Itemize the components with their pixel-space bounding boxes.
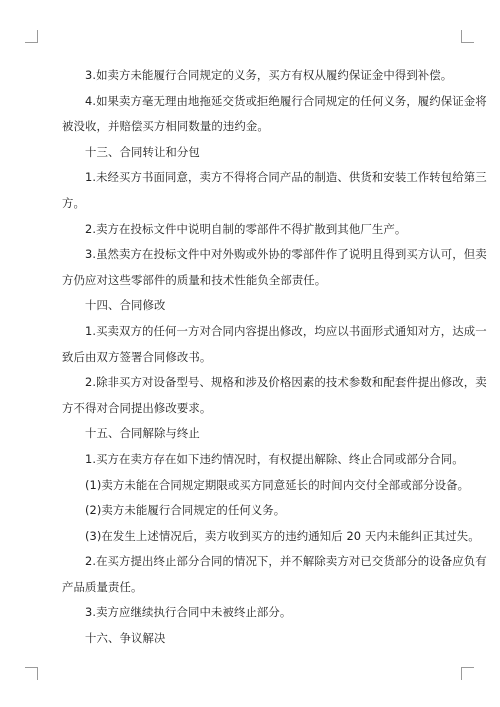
section-heading-15 bbox=[62, 421, 442, 447]
clause-13-item-4 bbox=[62, 89, 487, 140]
clause-14-1 bbox=[62, 319, 487, 370]
clause-13-3 bbox=[62, 242, 487, 293]
clause-13-item-3 bbox=[62, 63, 453, 89]
clause-13-1 bbox=[62, 165, 487, 216]
crop-mark-top-right bbox=[461, 30, 474, 43]
text-line: 2.在买方提出终止部分合同的情况下，并不解除卖方对已交货部分的设备应负有 bbox=[85, 554, 487, 569]
text-line: 3.虽然卖方在投标文件中对外购或外协的零部件作了说明且得到买方认可，但卖 bbox=[85, 247, 487, 262]
heading-text: 十三、合同转让和分包 bbox=[85, 144, 200, 159]
crop-mark-bottom-left bbox=[25, 667, 38, 680]
text-line: 4.如果卖方毫无理由地拖延交货或拒绝履行合同规定的任何义务，履约保证金将 bbox=[85, 93, 487, 108]
text-line: (2)卖方未能履行合同规定的任何义务。 bbox=[85, 503, 286, 518]
text-line: 致后由双方签署合同修改书。 bbox=[62, 349, 212, 364]
text-line: 3.如卖方未能履行合同规定的义务，买方有权从履约保证金中得到补偿。 bbox=[85, 68, 453, 82]
text-line: (3)在发生上述情况后，卖方收到买方的违约通知后 20 天内未能纠正其过失。 bbox=[85, 528, 480, 543]
heading-text: 十四、合同修改 bbox=[85, 298, 166, 313]
clause-15-1-sub-3 bbox=[62, 524, 480, 550]
section-heading-14 bbox=[62, 293, 442, 319]
text-line: 1.买卖双方的任何一方对合同内容提出修改，均应以书面形式通知对方，达成一 bbox=[85, 323, 487, 338]
text-line: 1.买方在卖方存在如下违约情况时，有权提出解除、终止合同或部分合同。 bbox=[85, 451, 464, 466]
text-line: 3.卖方应继续执行合同中未被终止部分。 bbox=[85, 605, 292, 620]
text-line: 方仍应对这些零部件的质量和技术性能负全部责任。 bbox=[62, 272, 327, 287]
crop-mark-bottom-right bbox=[461, 667, 474, 680]
text-line: 1.未经买方书面同意，卖方不得将合同产品的制造、供货和安装工作转包给第三 bbox=[85, 170, 487, 185]
section-heading-16 bbox=[62, 626, 442, 652]
text-line: 产品质量责任。 bbox=[62, 579, 143, 594]
heading-text: 十六、争议解决 bbox=[85, 631, 166, 646]
text-line: (1)卖方未能在合同规定期限或买方同意延长的时间内交付全部或部分设备。 bbox=[85, 477, 470, 492]
clause-15-1-sub-1 bbox=[62, 473, 470, 499]
text-line: 2.卖方在投标文件中说明自制的零部件不得扩散到其他厂生产。 bbox=[85, 221, 407, 236]
document-body bbox=[62, 63, 487, 652]
text-line: 方。 bbox=[62, 195, 85, 210]
text-line: 被没收，并赔偿买方相同数量的违约金。 bbox=[62, 119, 269, 134]
clause-14-2 bbox=[62, 370, 487, 421]
text-line: 方不得对合同提出修改要求。 bbox=[62, 400, 212, 415]
heading-text: 十五、合同解除与终止 bbox=[85, 426, 200, 441]
clause-15-2 bbox=[62, 549, 487, 600]
section-heading-13 bbox=[62, 140, 442, 166]
clause-15-1 bbox=[62, 447, 464, 473]
clause-15-1-sub-2 bbox=[62, 498, 442, 524]
text-line: 2.除非买方对设备型号、规格和涉及价格因素的技术参数和配套件提出修改，卖 bbox=[85, 375, 487, 390]
clause-13-2 bbox=[62, 217, 442, 243]
clause-15-3 bbox=[62, 600, 442, 626]
crop-mark-top-left bbox=[25, 30, 38, 43]
